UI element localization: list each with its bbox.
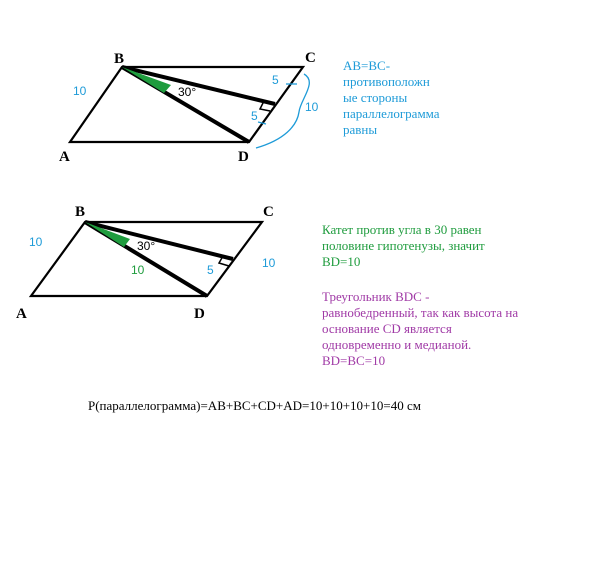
note-line: равны [343,122,378,137]
label-lower-segment-1: 5 [251,109,258,123]
note-line: одновременно и медианой. [322,337,472,352]
note-line: равнобедренный, так как высота на [322,305,519,320]
note-line: ые стороны [343,90,408,105]
note-line: Катет против угла в 30 равен [322,222,482,237]
vertex-b-2: B [75,204,86,220]
note-line: BD=BC=10 [322,353,386,368]
vertex-c-1: C [305,50,316,66]
note-line: основание CD является [322,321,452,336]
note-line: Треугольник BDC - [322,289,430,304]
label-cd-1: 10 [305,100,319,114]
brace-cd-1 [256,74,309,148]
note-isosceles [322,289,557,369]
height-bh-2 [85,222,233,259]
vertex-d-1: D [238,149,249,165]
note-cathetus [322,222,557,270]
label-bd-2: 10 [131,263,145,277]
note-line: параллелограмма [343,106,440,121]
vertex-c-2: C [263,204,274,220]
note-opposite-sides [343,58,463,138]
label-lower-segment-2: 5 [207,263,214,277]
vertex-d-2: D [194,306,205,322]
note-line: противоположн [343,74,430,89]
label-ab-1: 10 [73,84,87,98]
note-line: AB=BC- [343,58,391,73]
figure-1 [59,50,319,165]
vertex-a-1: A [59,149,70,165]
note-line: BD=10 [322,254,361,269]
label-angle-1: 30° [178,85,197,99]
perimeter-formula: P(параллелограмма)=AB+BC+CD+AD=10+10+10+10=40 см [88,398,421,413]
label-cd-2: 10 [262,256,276,270]
vertex-a-2: A [16,306,27,322]
label-ab-2: 10 [29,235,43,249]
label-upper-segment-1: 5 [272,73,279,87]
note-line: половине гипотенузы, значит [322,238,485,253]
label-angle-2: 30° [137,239,156,253]
height-bh-1 [122,67,275,104]
figure-2 [16,204,276,322]
vertex-b-1: B [114,51,125,67]
